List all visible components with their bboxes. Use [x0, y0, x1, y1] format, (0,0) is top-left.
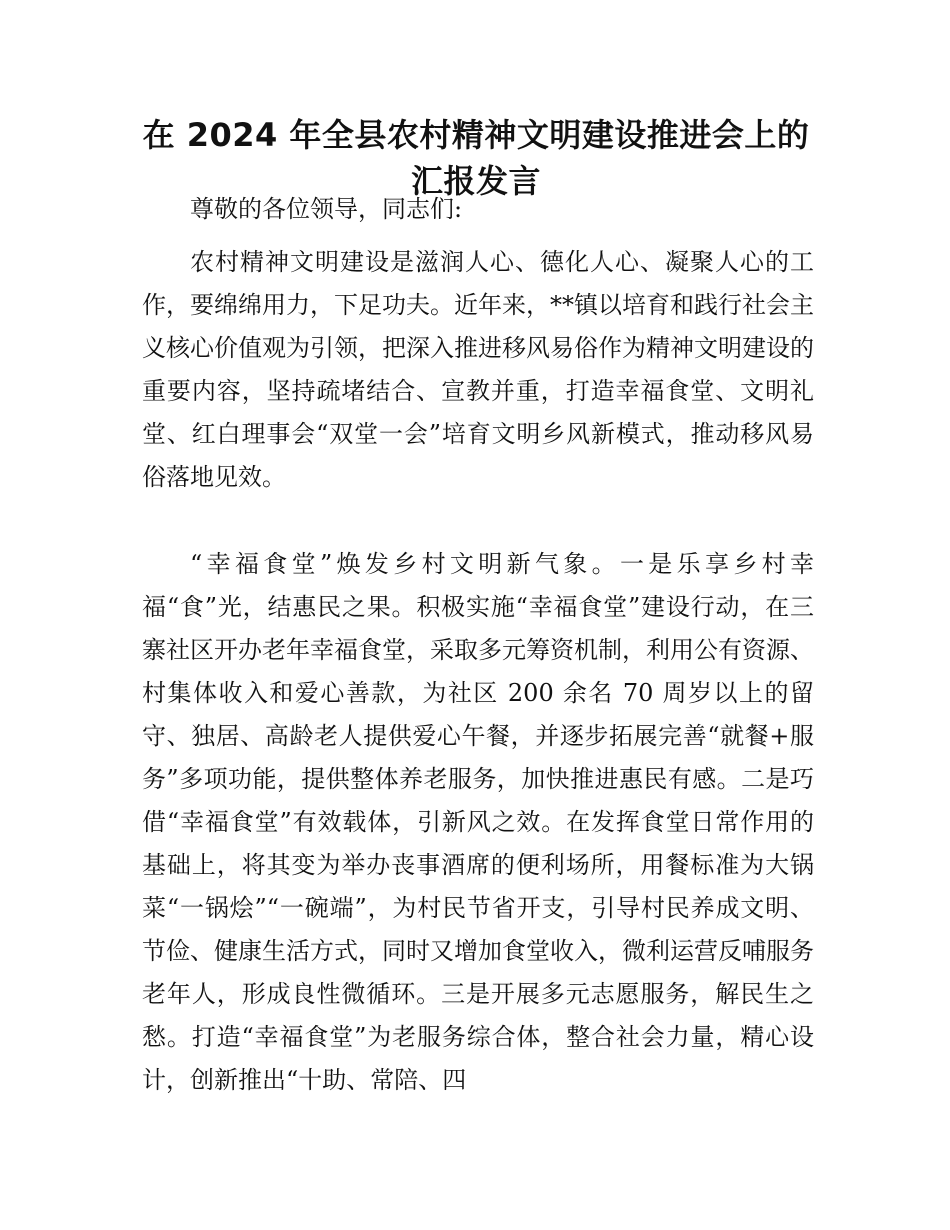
paragraph-intro: 农村精神文明建设是滋润人心、德化人心、凝聚人心的工作，要绵绵用力，下足功夫。近年来，**镇以培育和践行社会主义核心价值观为引领，把深入推进移风易俗作为精神文明建设的重要内容，坚持疏堵结合、宣教并重，打造幸福食堂、文明礼堂、红白理事会“双堂一会”培育文明乡风新模式，推动移风易俗落地见效。: [142, 248, 814, 491]
document-title: 在 2024 年全县农村精神文明建设推进会上的汇报发言: [142, 116, 810, 200]
paragraph-happiness-canteen: “幸福食堂”焕发乡村文明新气象。一是乐享乡村幸福“食”光，结惠民之果。积极实施“幸福食堂”建设行动，在三寨社区开办老年幸福食堂，采取多元筹资机制，利用公有资源、村集体收入和爱心善款，为社区 200 余名 70 周岁以上的留守、独居、高龄老人提供爱心午餐，并逐步拓展完善“就餐+服务”多项功能，提供整体养老服务，加快推进惠民有感。二是巧借“幸福食堂”有效载体，引新风之效。在发挥食堂日常作用的基础上，将其变为举办丧事酒席的便利场所，用餐标准为大锅菜“一锅烩”“一碗端”，为村民节省开支，引导村民养成文明、节俭、健康生活方式，同时又增加食堂收入，微利运营反哺服务老年人，形成良性微循环。三是开展多元志愿服务，解民生之愁。打造“幸福食堂”为老服务综合体，整合社会力量，精心设计，创新推出“十助、常陪、四: [142, 550, 814, 1094]
salutation: 尊敬的各位领导，同志们:: [190, 195, 463, 223]
